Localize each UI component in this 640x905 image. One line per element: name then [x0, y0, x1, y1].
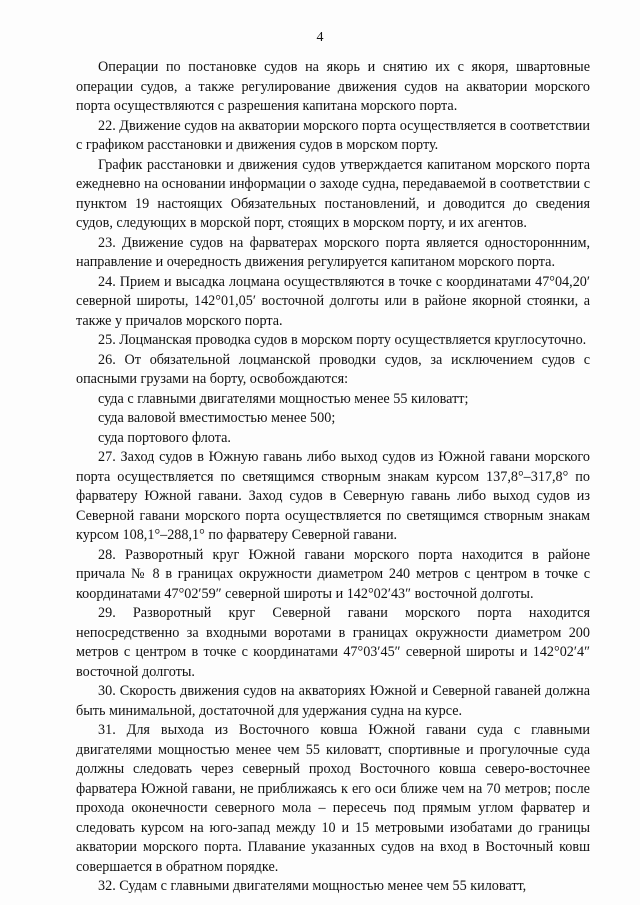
- paragraph: 28. Разворотный круг Южной гавани морского порта находится в районе причала № 8 в границах окружности диаметром 240 метров с центром в точке с координатами 47°02′59″ северной широты и 142°02′43″ восточной долготы.: [76, 546, 590, 602]
- paragraph: Операции по постановке судов на якорь и снятию их с якоря, швартовные операции судов, а также регулирование движения судов на акватории морского порта осуществляются с разрешения капитана морского порта.: [76, 59, 590, 114]
- list-item: суда портового флота.: [98, 429, 231, 446]
- list-item: суда валовой вместимостью менее 500;: [98, 410, 336, 426]
- paragraph: 27. Заход судов в Южную гавань либо выход судов из Южной гавани морского порта осуществляется по светящимся створным знакам курсом 137,8°–317,8° по фарватеру Южной гавани. Заход судов в Северную гавань либо выход судов из Северной гавани морского порта осуществляется по светящимся створным знакам курсом 108,1°–288,1° по фарватеру Северной гавани.: [76, 449, 590, 543]
- list-item: суда с главными двигателями мощностью менее 55 киловатт;: [98, 390, 469, 407]
- paragraph: 24. Прием и высадка лоцмана осуществляются в точке с координатами 47°04,20′ северной широты, 142°01,05′ восточной долготы или в районе якорной стоянки, а также у причалов морского порта.: [76, 273, 590, 329]
- paragraph: 29. Разворотный круг Северной гавани морского порта находится непосредственно за входными воротами в границах окружности диаметром 200 метров с центром в точке с координатами 47°03′45″ северной широты и 142°02′4″ восточной долготы.: [76, 605, 590, 680]
- page-number: 4: [316, 30, 324, 45]
- paragraph: 25. Лоцманская проводка судов в морском порту осуществляется круглосуточно.: [98, 332, 587, 348]
- paragraph: График расстановки и движения судов утверждается капитаном морского порта ежедневно на основании информации о заходе судна, передаваемой в соответствии с пунктом 19 настоящих Обязательных постановлений, и доводится до сведения судов, следующих в морской порт, стоящих в морском порту, и их агентов.: [76, 156, 590, 231]
- paragraph: 32. Судам с главными двигателями мощностью менее чем 55 киловатт,: [98, 878, 527, 894]
- document-body: [76, 58, 590, 897]
- paragraph: 23. Движение судов на фарватерах морского порта является одностороннним, направление и очередность движения регулируется капитаном морского порта.: [76, 234, 590, 270]
- paragraph: 30. Скорость движения судов на акваториях Южной и Северной гаваней должна быть минимальной, достаточной для удержания судна на курсе.: [76, 683, 590, 719]
- paragraph: 22. Движение судов на акватории морского порта осуществляется в соответствии с графиком расстановки и движения судов в морском порту.: [76, 117, 590, 153]
- paragraph: 31. Для выхода из Восточного ковша Южной гавани суда с главными двигателями мощностью менее чем 55 киловатт, спортивные и прогулочные суда должны следовать через северный проход Восточного ковша северо-восточнее фарватера Южной гавани, не приближаясь к его оси ближе чем на 70 метров; после прохода оконечности северного мола – пересечь под прямым углом фарватер и следовать курсом на юго-запад между 10 и 15 метровыми изобатами до границы акватории морского порта. Плавание указанных судов на вход в Восточный ковш совершается в обратном порядке.: [76, 722, 590, 875]
- paragraph: 26. От обязательной лоцманской проводки судов, за исключением судов с опасными грузами на борту, освобождаются:: [76, 351, 590, 387]
